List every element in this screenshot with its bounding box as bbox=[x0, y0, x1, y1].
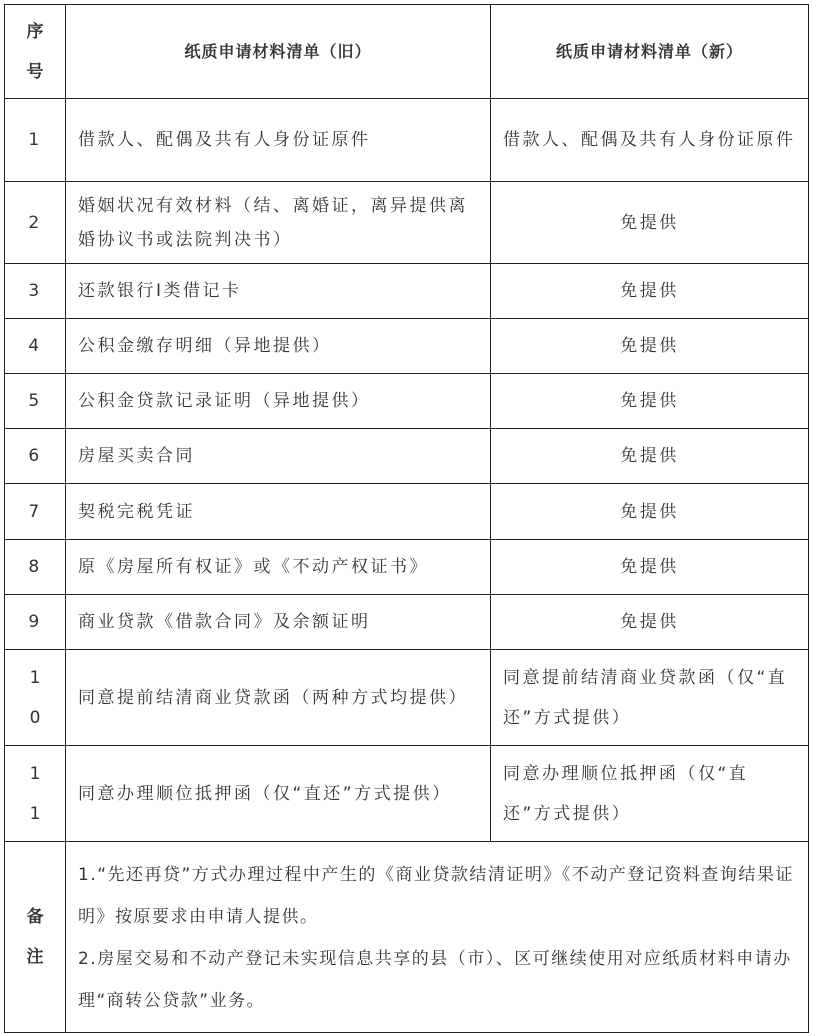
materials-table bbox=[4, 4, 809, 1033]
seq-cell: 1 bbox=[5, 99, 66, 182]
old-material-cell: 同意提前结清商业贷款函（两种方式均提供） bbox=[66, 650, 491, 746]
new-material-cell: 免提供 bbox=[491, 540, 809, 595]
table-row bbox=[5, 746, 809, 842]
old-material-cell: 契税完税凭证 bbox=[66, 484, 491, 540]
seq-cell bbox=[5, 650, 66, 746]
seq-cell: 7 bbox=[5, 484, 66, 540]
seq-digit: 1 bbox=[29, 803, 41, 824]
seq-cell bbox=[5, 746, 66, 842]
seq-digit: 1 bbox=[29, 763, 41, 784]
new-material-cell: 免提供 bbox=[491, 319, 809, 374]
new-material-cell: 免提供 bbox=[491, 595, 809, 650]
old-material-cell: 借款人、配偶及共有人身份证原件 bbox=[66, 99, 491, 182]
notes-label bbox=[5, 842, 66, 1033]
new-list-header: 纸质申请材料清单（新） bbox=[491, 5, 809, 99]
notes-label-line2: 注 bbox=[26, 947, 44, 967]
old-material-cell: 房屋买卖合同 bbox=[66, 429, 491, 484]
notes-label-line1: 备 bbox=[26, 907, 44, 927]
table-row bbox=[5, 374, 809, 429]
table-row bbox=[5, 429, 809, 484]
old-material-cell: 原《房屋所有权证》或《不动产权证书》 bbox=[66, 540, 491, 595]
table-row bbox=[5, 99, 809, 182]
old-material-cell: 婚姻状况有效材料（结、离婚证，离异提供离婚协议书或法院判决书） bbox=[66, 182, 491, 264]
seq-cell: 8 bbox=[5, 540, 66, 595]
seq-cell: 2 bbox=[5, 182, 66, 264]
new-material-cell: 免提供 bbox=[491, 429, 809, 484]
old-material-cell: 公积金贷款记录证明（异地提供） bbox=[66, 374, 491, 429]
table-row bbox=[5, 595, 809, 650]
notes-content bbox=[66, 842, 809, 1033]
new-material-cell: 借款人、配偶及共有人身份证原件 bbox=[491, 99, 809, 182]
note-item-1: 1.“先还再贷”方式办理过程中产生的《商业贷款结清证明》《不动产登记资料查询结果证明》按原要求由申请人提供。 bbox=[78, 865, 794, 927]
table-row bbox=[5, 650, 809, 746]
new-material-cell: 免提供 bbox=[491, 374, 809, 429]
note-item-2: 2.房屋交易和不动产登记未实现信息共享的县（市）、区可继续使用对应纸质材料申请办理“商转公贷款”业务。 bbox=[78, 949, 792, 1011]
old-material-cell: 公积金缴存明细（异地提供） bbox=[66, 319, 491, 374]
old-material-cell: 同意办理顺位抵押函（仅“直还”方式提供） bbox=[66, 746, 491, 842]
old-material-cell: 商业贷款《借款合同》及余额证明 bbox=[66, 595, 491, 650]
table-row bbox=[5, 484, 809, 540]
new-material-cell: 同意办理顺位抵押函（仅“直还”方式提供） bbox=[491, 746, 809, 842]
table-row bbox=[5, 264, 809, 319]
new-material-cell: 免提供 bbox=[491, 264, 809, 319]
seq-digit: 0 bbox=[29, 707, 41, 728]
new-material-cell: 免提供 bbox=[491, 182, 809, 264]
seq-digit: 1 bbox=[29, 667, 41, 688]
seq-cell: 4 bbox=[5, 319, 66, 374]
table-row bbox=[5, 319, 809, 374]
notes-row bbox=[5, 842, 809, 1033]
seq-cell: 9 bbox=[5, 595, 66, 650]
table-row bbox=[5, 540, 809, 595]
new-material-cell: 免提供 bbox=[491, 484, 809, 540]
new-material-cell: 同意提前结清商业贷款函（仅“直还”方式提供） bbox=[491, 650, 809, 746]
seq-header-line2: 号 bbox=[26, 61, 44, 82]
seq-header bbox=[5, 5, 66, 99]
table-row bbox=[5, 182, 809, 264]
seq-cell: 5 bbox=[5, 374, 66, 429]
seq-cell: 3 bbox=[5, 264, 66, 319]
header-row bbox=[5, 5, 809, 99]
old-material-cell: 还款银行I类借记卡 bbox=[66, 264, 491, 319]
old-list-header: 纸质申请材料清单（旧） bbox=[66, 5, 491, 99]
seq-header-line1: 序 bbox=[26, 21, 44, 42]
seq-cell: 6 bbox=[5, 429, 66, 484]
